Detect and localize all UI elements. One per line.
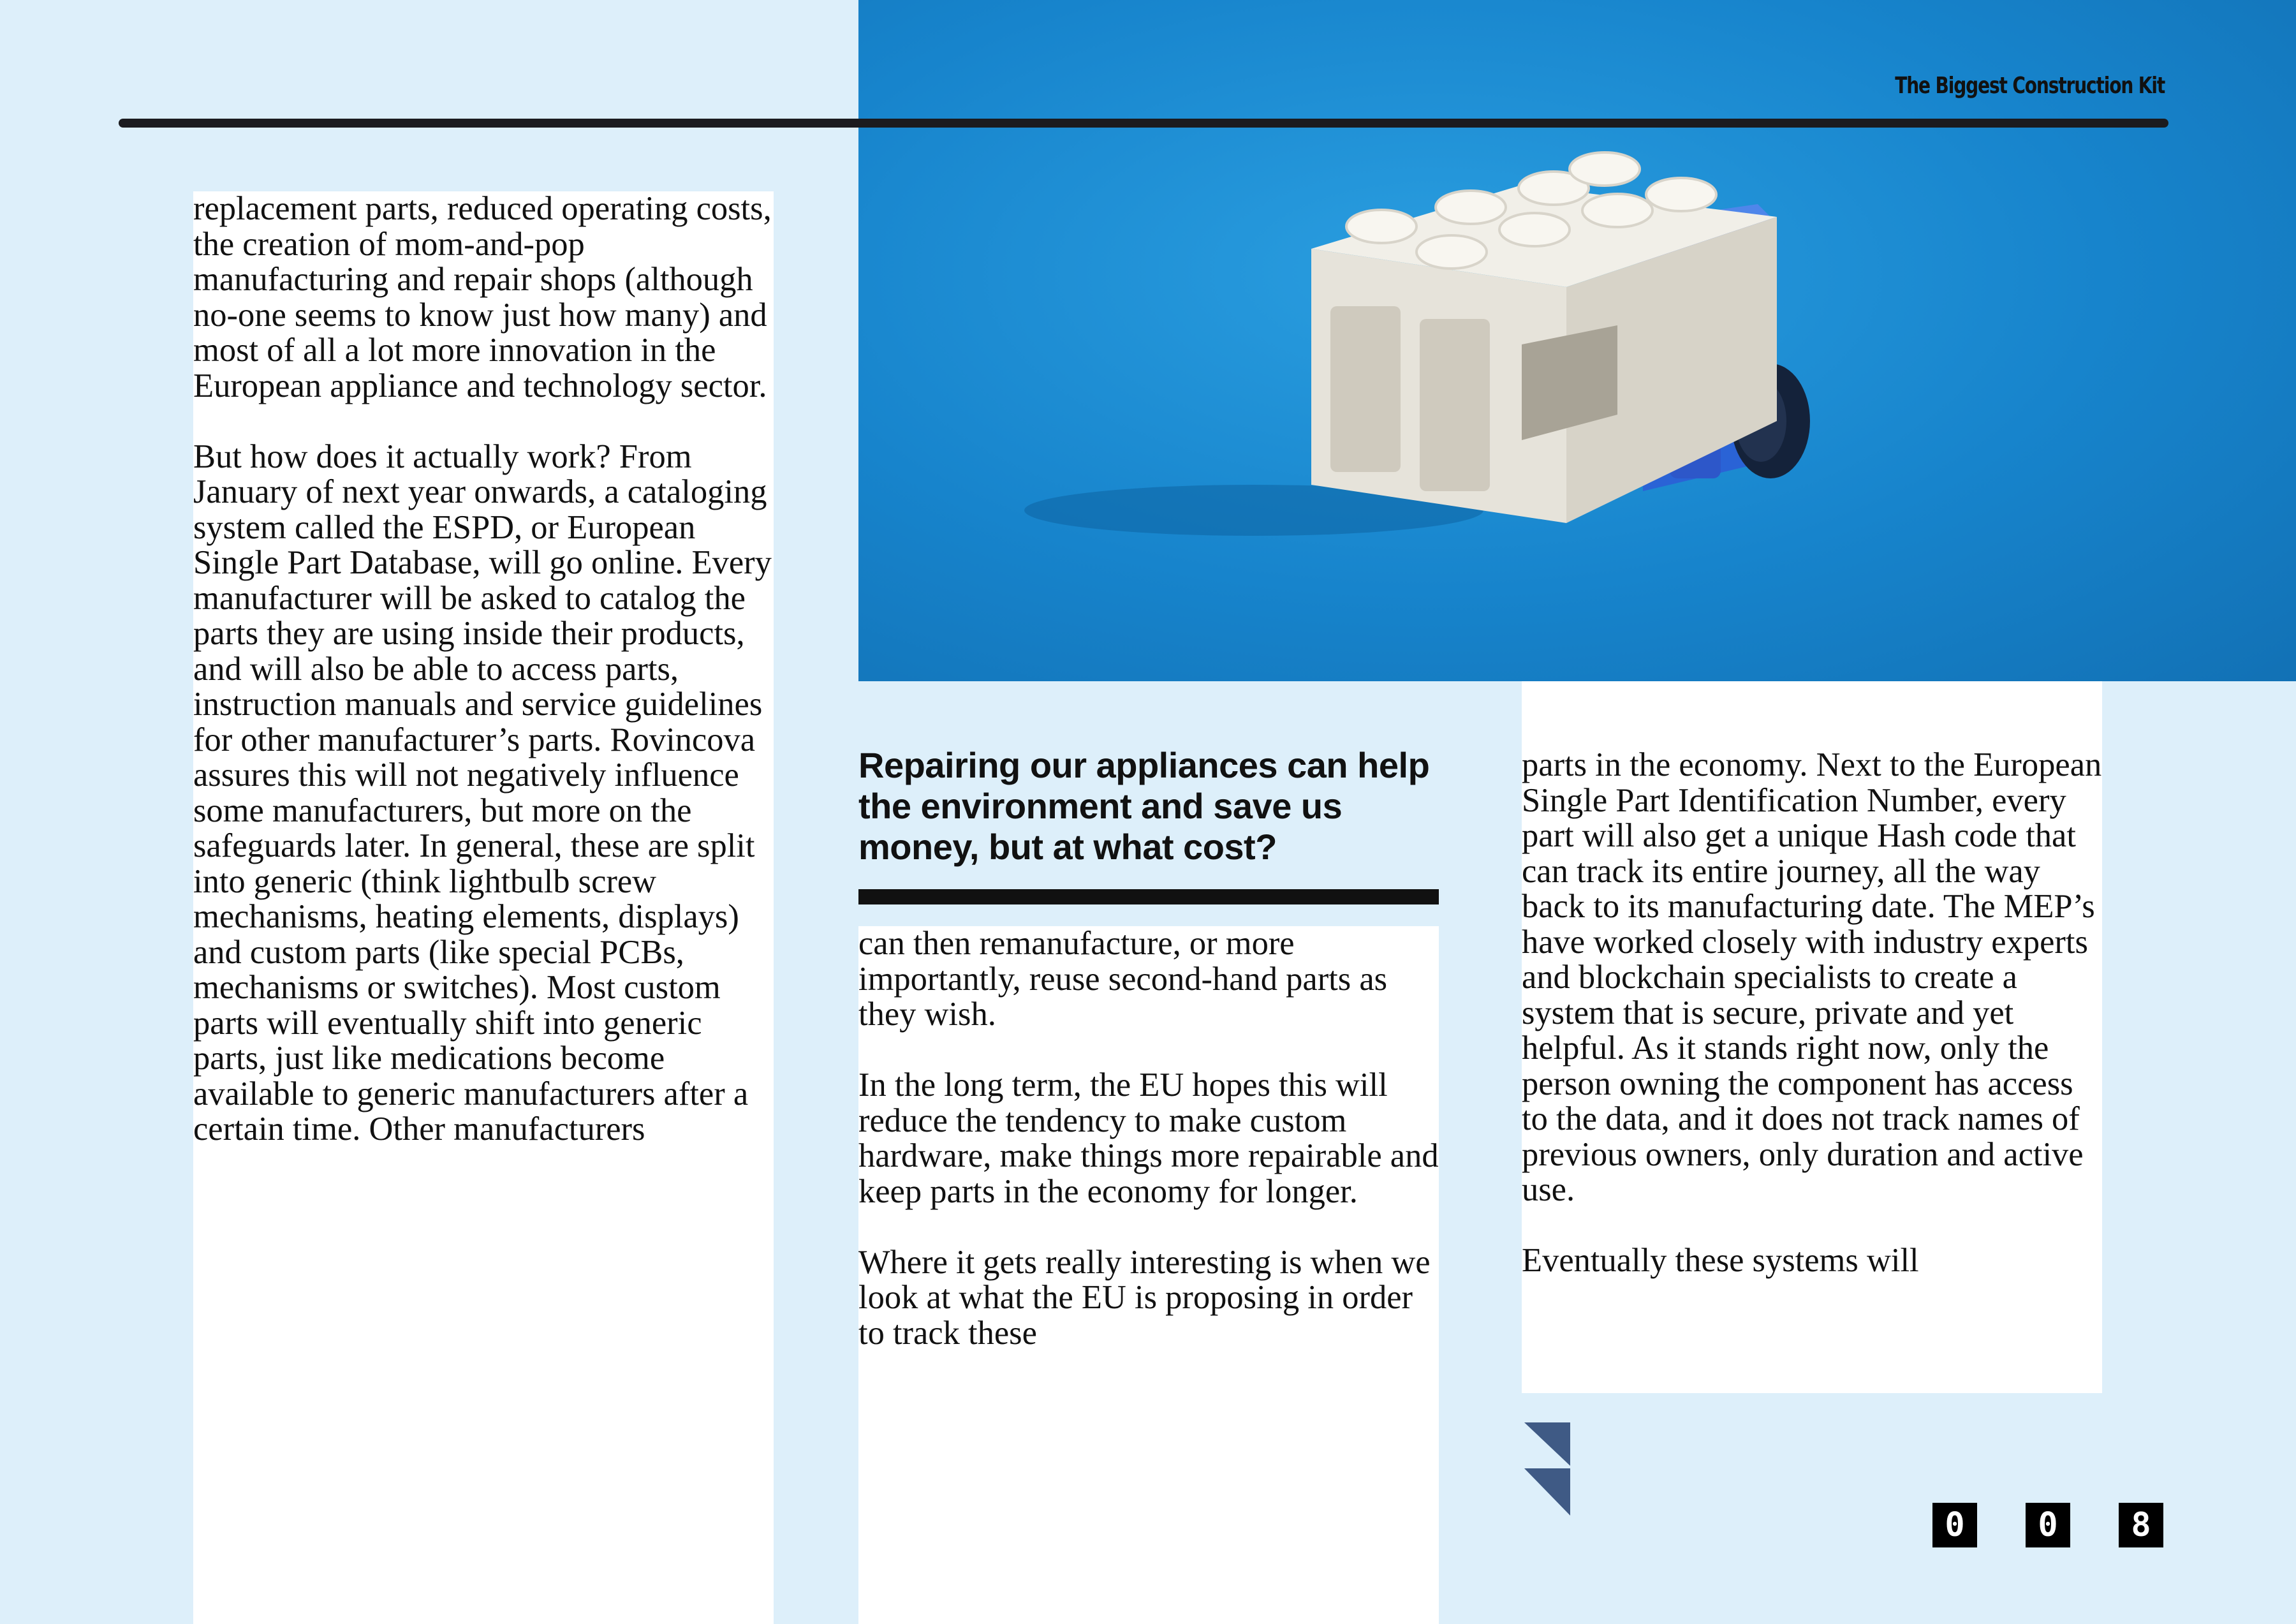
paragraph: Eventually these systems will bbox=[1522, 1242, 1919, 1279]
page-digit: 8 bbox=[2119, 1503, 2163, 1547]
brick-illustration bbox=[858, 0, 2296, 681]
article-subheading: Repairing our appliances can help the environment and save us money, but at what cost? bbox=[858, 745, 1430, 867]
paragraph: replacement parts, reduced operating costs, the creation of mom-and-pop manufacturing and repair shops (although no-one seems to know just how many) and most of all a lot more innovation in the European appliance and technology sector. bbox=[193, 190, 772, 404]
hero-photo bbox=[858, 0, 2296, 681]
paragraph: can then remanufacture, or more importantly, reuse second-hand parts as they wish. bbox=[858, 925, 1388, 1033]
paragraph: parts in the economy. Next to the European Single Part Identification Number, every part will also get a unique Hash code that can track its entire journey, all the way back to its manufacturing date. The MEP’s have worked closely with industry experts and blockchain specialists to create a system that is secure, private and yet helpful. As it stands right now, only the person owning the component has access to the data, and it does not track names of previous owners, only duration and active use. bbox=[1522, 746, 2102, 1208]
page-digit: 0 bbox=[1932, 1503, 1977, 1547]
paragraph: Where it gets really interesting is when we look at what the EU is proposing in order to track these bbox=[858, 1243, 1431, 1352]
subheading-rule bbox=[858, 889, 1439, 904]
text-column-2 bbox=[858, 926, 1439, 1624]
paragraph: In the long term, the EU hopes this will reduce the tendency to make custom hardware, make things more repairable and keep parts in the economy for longer. bbox=[858, 1067, 1439, 1210]
continue-arrow-icon bbox=[1524, 1422, 1570, 1516]
header-rule bbox=[119, 119, 2168, 128]
text-column-3 bbox=[1522, 681, 2102, 1393]
paragraph: But how does it actually work? From January of next year onwards, a cataloging system called the ESPD, or European Single Part Database, will go online. Every manufacturer will be asked to catalog the parts they are using inside their products, and will also be able to access parts, instruction manuals and service guidelines for other manufacturer’s parts. Rovincova assures this will not negatively influence some manufacturers, but more on the safeguards later. In general, these are split into generic (think lightbulb screw mechanisms, heating elements, displays) and custom parts (like special PCBs, mechanisms or switches). Most custom parts will eventually shift into generic parts, just like medications become available to generic manufacturers after a certain time. Other manufacturers bbox=[193, 438, 772, 1148]
text-column-1 bbox=[193, 191, 774, 1624]
page-digit: 0 bbox=[2026, 1503, 2070, 1547]
running-header: The Biggest Construction Kit bbox=[1895, 73, 2165, 99]
